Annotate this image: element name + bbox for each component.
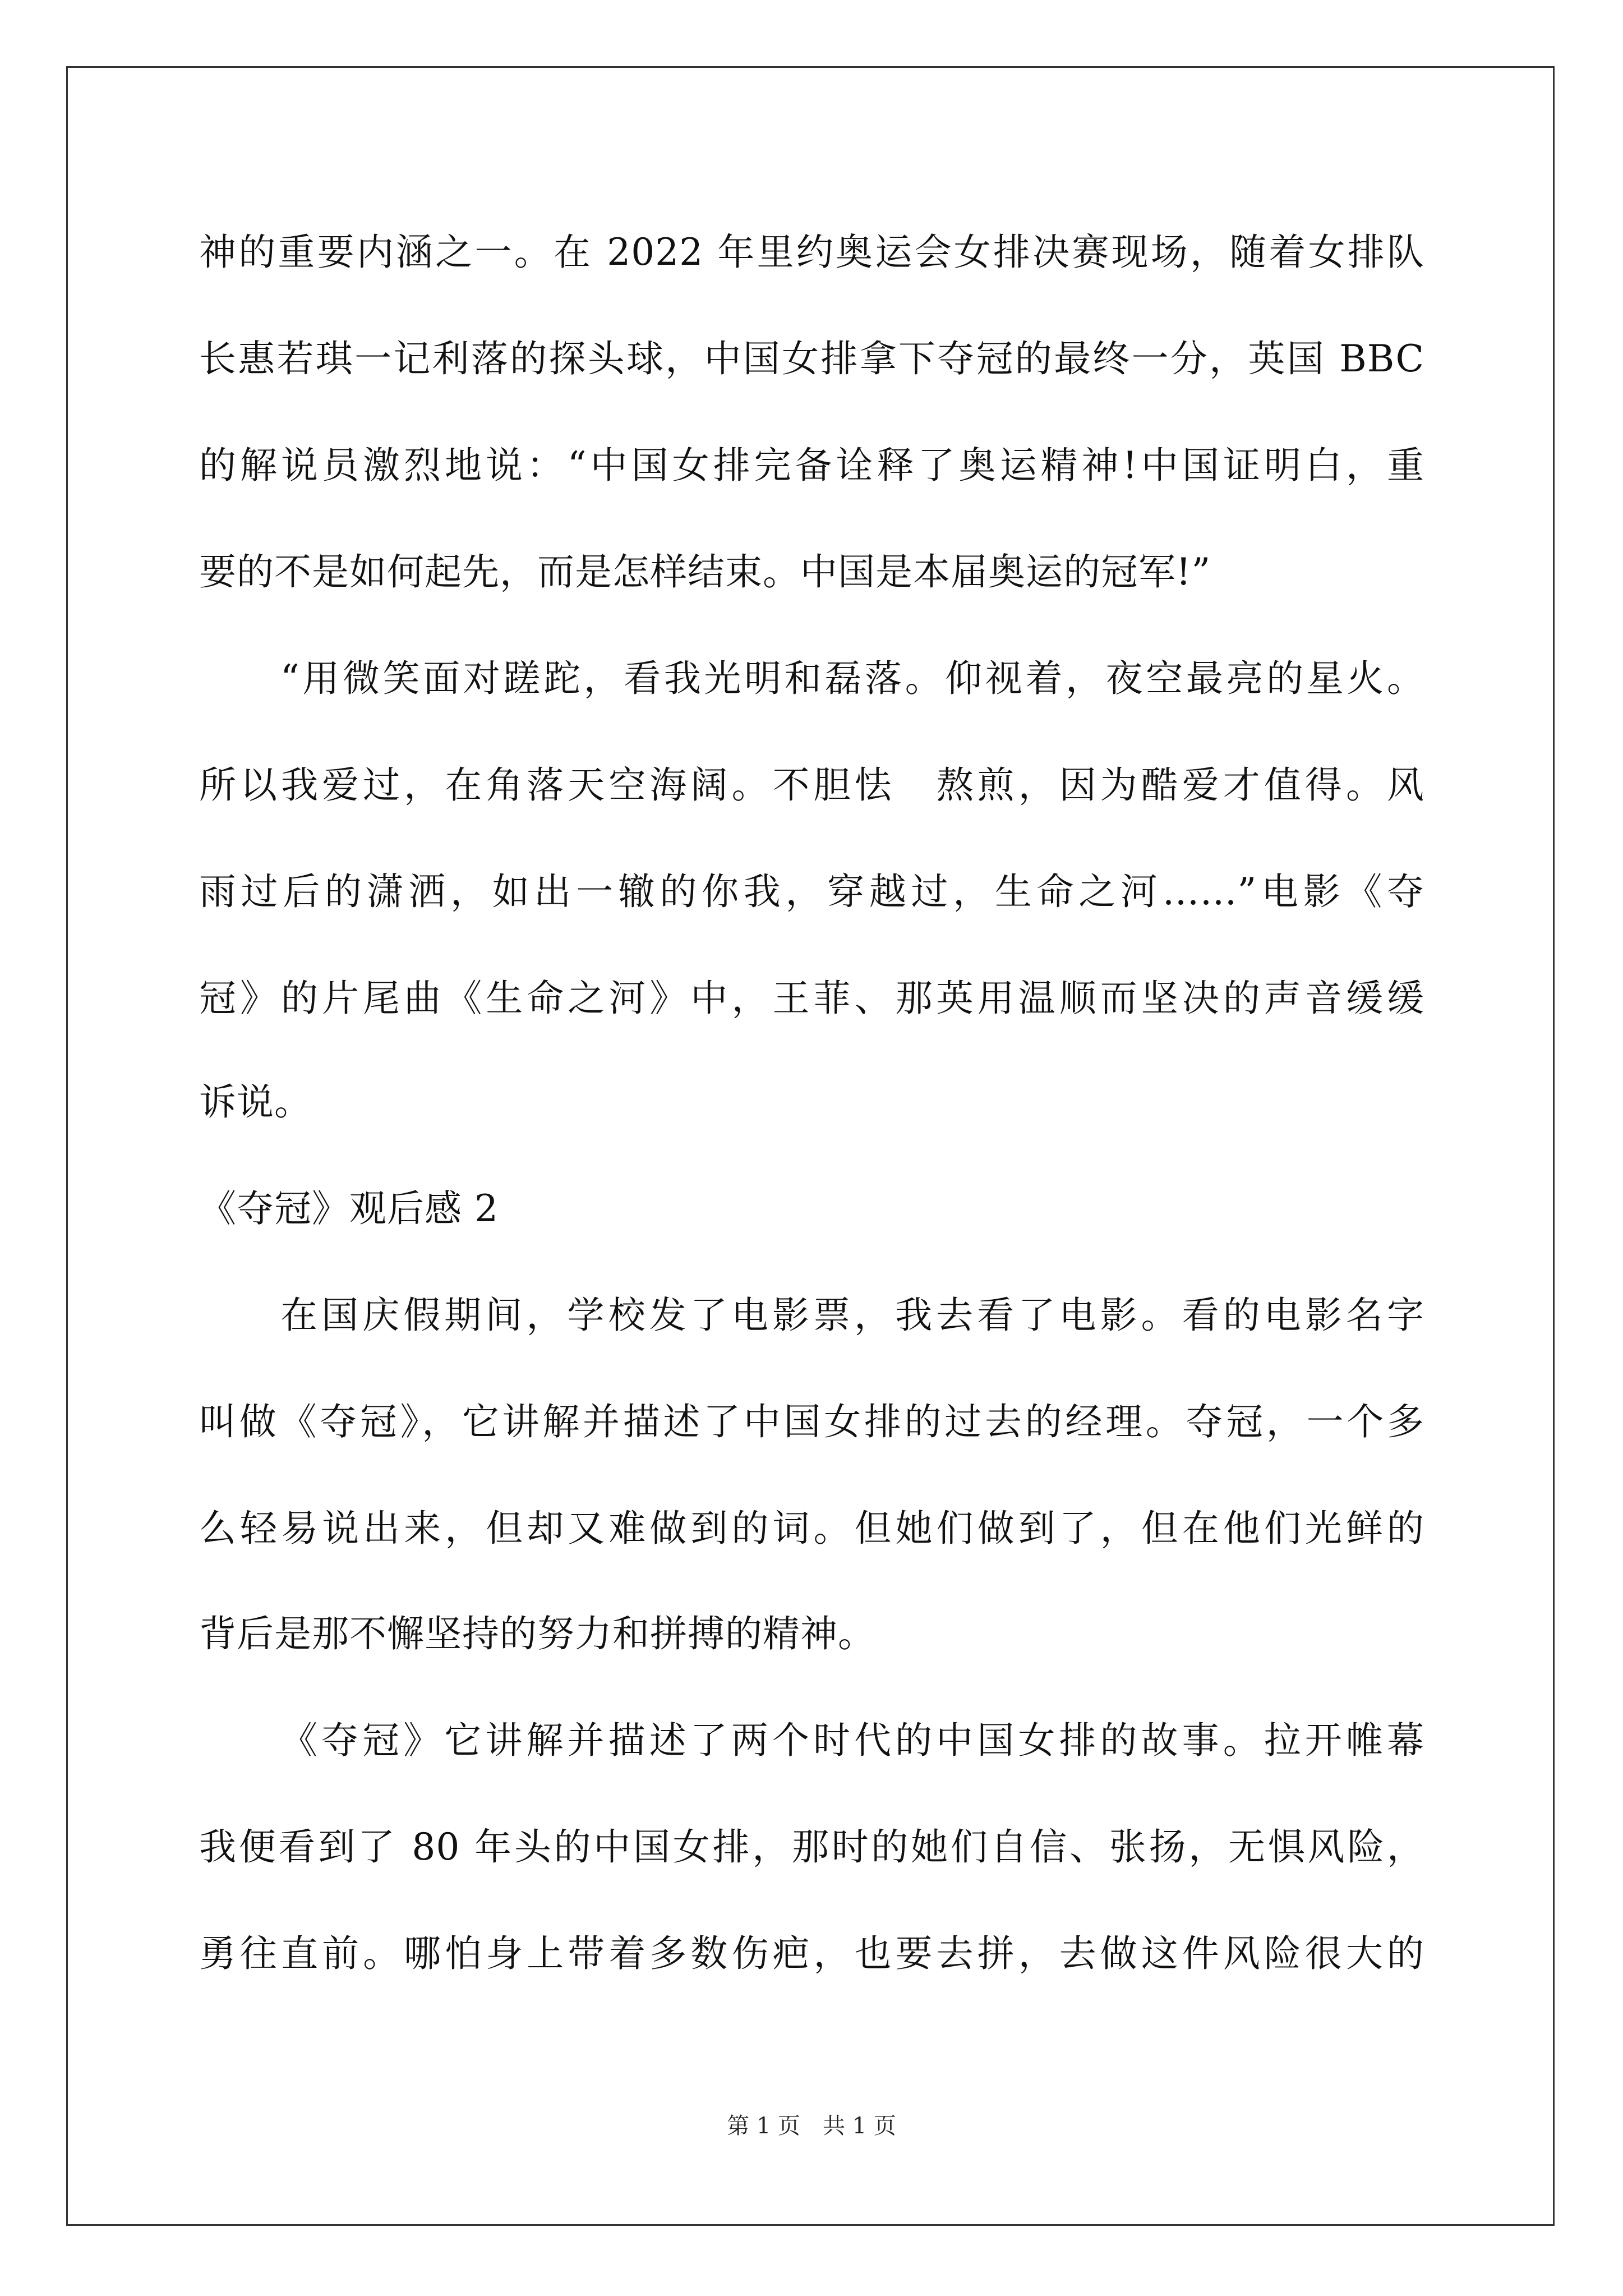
text-line: “用微笑面对蹉跎，看我光明和磊落。仰视着，夜空最亮的星火。 — [280, 657, 1424, 700]
text-line: 神的重要内涵之一。在 2022 年里约奥运会女排决赛现场，随着女排队 — [199, 231, 1424, 274]
text-line: 所以我爱过，在角落天空海阔。不胆怯 熬煎，因为酷爱才值得。风 — [199, 763, 1424, 807]
text-line: 冠》的片尾曲《生命之河》中，王菲、那英用温顺而坚决的声音缓缓 — [199, 977, 1424, 1020]
text-line: 么轻易说出来，但却又难做到的词。但她们做到了，但在他们光鲜的 — [199, 1507, 1424, 1550]
text-line: 要的不是如何起先，而是怎样结束。中国是本届奥运的冠军!” — [199, 550, 1211, 593]
text-line: 的解说员激烈地说：“中国女排完备诠释了奥运精神!中国证明白，重 — [199, 444, 1424, 487]
text-line: 在国庆假期间，学校发了电影票，我去看了电影。看的电影名字 — [280, 1294, 1424, 1337]
text-line: 我便看到了 80 年头的中国女排，那时的她们自信、张扬，无惧风险， — [199, 1825, 1424, 1869]
text-line: 勇往直前。哪怕身上带着多数伤疤，也要去拼，去做这件风险很大的 — [199, 1932, 1424, 1975]
page-border — [66, 66, 1555, 2226]
text-line: 雨过后的潇洒，如出一辙的你我，穿越过，生命之河……”电影《夺 — [199, 870, 1424, 913]
page-number-footer: 第 1 页 共 1 页 — [727, 2113, 896, 2139]
text-line: 长惠若琪一记利落的探头球，中国女排拿下夺冠的最终一分，英国 BBC — [199, 337, 1424, 380]
text-line: 背后是那不懈坚持的努力和拼搏的精神。 — [199, 1612, 875, 1655]
text-line: 《夺冠》它讲解并描述了两个时代的中国女排的故事。拉开帷幕 — [280, 1719, 1424, 1762]
text-line: 诉说。 — [199, 1080, 312, 1124]
text-line: 叫做《夺冠》，它讲解并描述了中国女排的过去的经理。夺冠，一个多 — [199, 1400, 1424, 1443]
section-heading: 《夺冠》观后感 2 — [199, 1187, 499, 1230]
